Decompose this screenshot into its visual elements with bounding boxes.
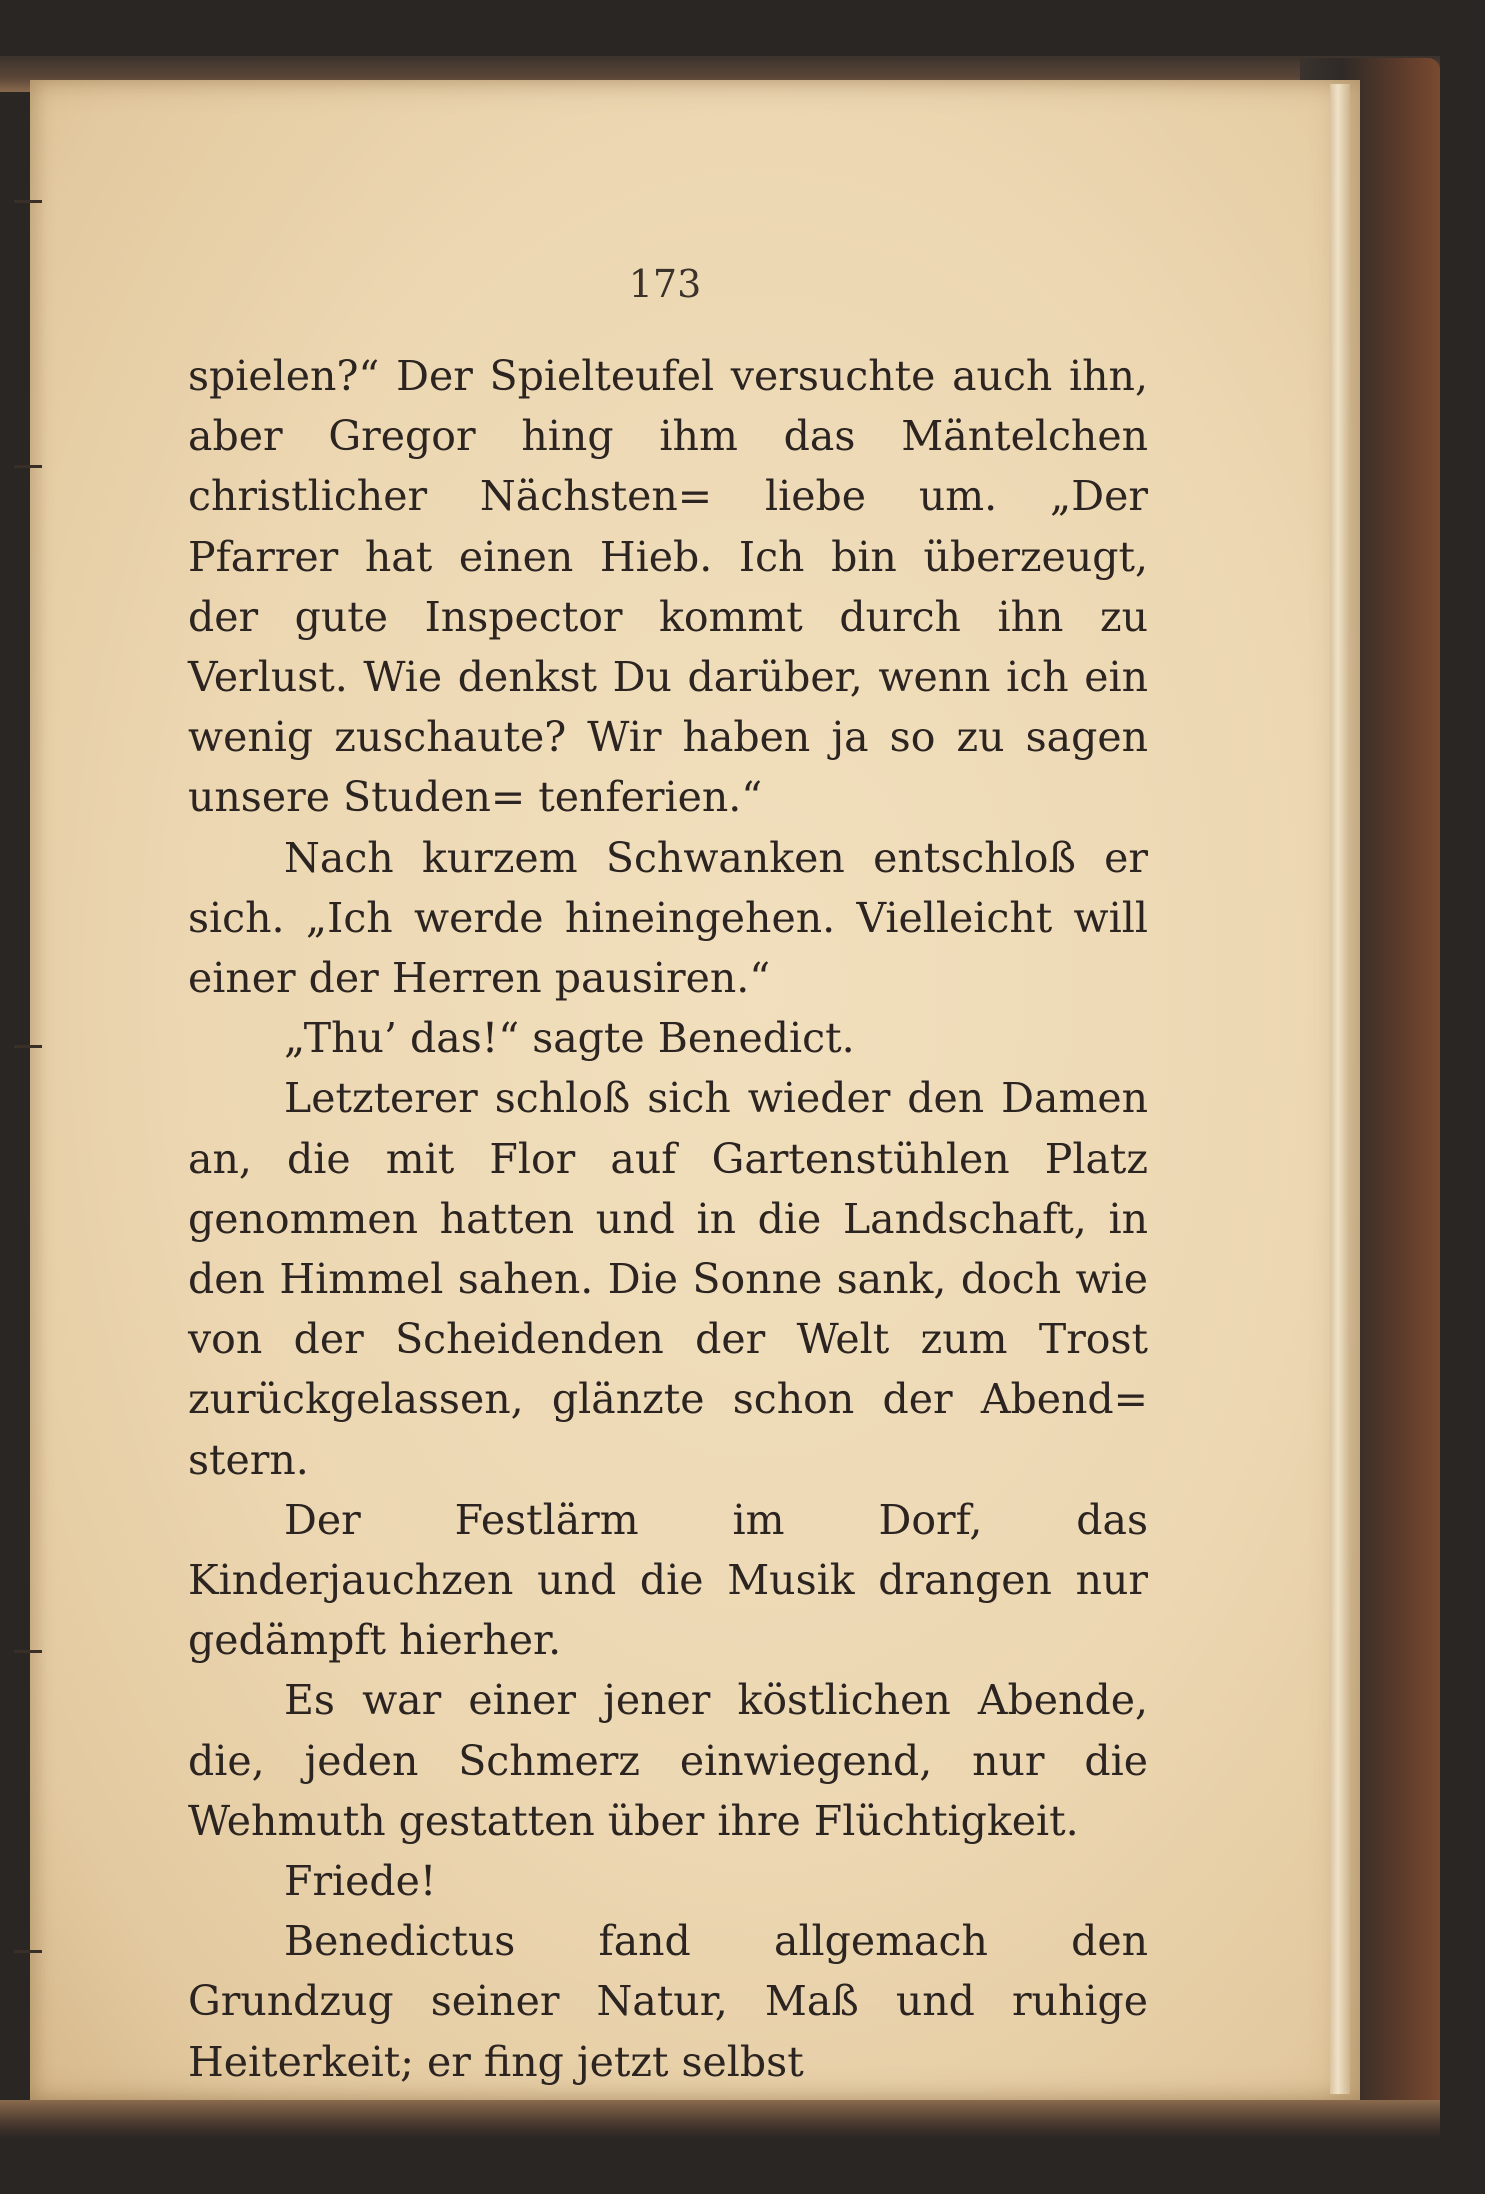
binding-stitch-marks xyxy=(14,0,54,2194)
paragraph: Benedictus fand allgemach den Grundzug seiner Natur, Maß und ruhige Heiterkeit; er fing jetzt selbst xyxy=(188,1917,1148,2086)
paragraph: spielen?“ Der Spielteufel versuchte auch ihn, aber Gregor hing ihm das Mäntelchen christlicher Nächsten= liebe um. „Der Pfarrer hat einen Hieb. Ich bin überzeugt, der gute Inspector kommt durch ihn zu Verlust. Wie denkst Du darüber, wenn ich ein wenig zuschaute? Wir haben ja so zu sagen unsere Studen= tenferien.“ xyxy=(188,352,1148,822)
paragraph: Es war einer jener köstlichen Abende, die, jeden Schmerz einwiegend, nur die Wehmuth gestatten über ihre Flüchtigkeit. xyxy=(188,1676,1148,1845)
page-edge xyxy=(1330,84,1350,2094)
stitch-mark xyxy=(14,1950,42,1953)
stitch-mark xyxy=(14,1650,42,1653)
page-number: 173 xyxy=(628,262,702,306)
book-cover-bottom-edge xyxy=(0,2100,1440,2138)
stitch-mark xyxy=(14,200,42,203)
paragraph: Nach kurzem Schwanken entschloß er sich. „Ich werde hineingehen. Vielleicht will einer der Herren pausiren.“ xyxy=(188,833,1148,1003)
stitch-mark xyxy=(14,1045,42,1048)
page-body-text xyxy=(188,346,1148,2092)
stitch-mark xyxy=(14,465,42,468)
paragraph: Der Festlärm im Dorf, das Kinderjauchzen und die Musik drangen nur gedämpft hierher. xyxy=(188,1495,1148,1665)
paragraph: „Thu’ das!“ sagte Benedict. xyxy=(284,1014,855,1063)
paragraph: Letzterer schloß sich wieder den Damen an, die mit Flor auf Gartenstühlen Platz genommen hatten und in die Landschaft, in den Himmel sahen. Die Sonne sank, doch wie von der Scheidenden der Welt zum Trost zurückgelassen, glänzte schon der Abend= stern. xyxy=(188,1074,1148,1484)
paragraph: Friede! xyxy=(284,1857,437,1906)
